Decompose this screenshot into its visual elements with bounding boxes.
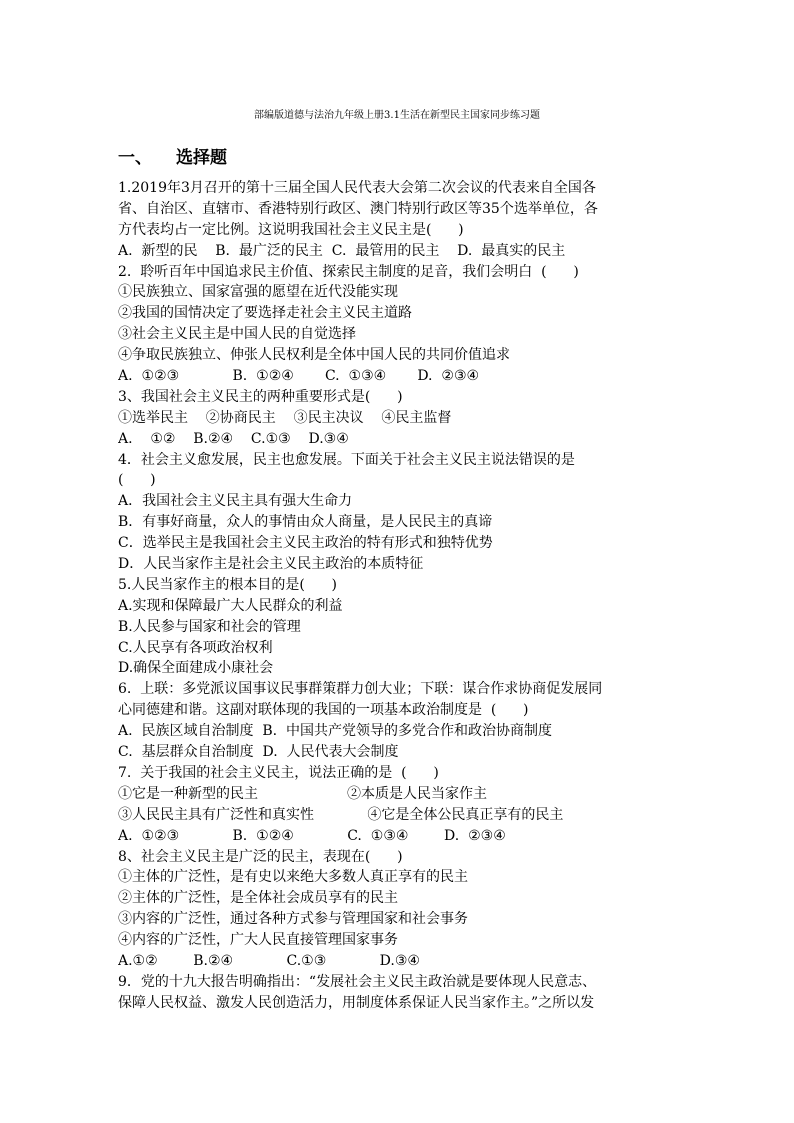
text-line: C. 基层群众自治制度 D. 人民代表大会制度 [118, 744, 399, 761]
text-line: ③内容的广泛性，通过各种方式参与管理国家和社会事务 [118, 911, 468, 928]
text-line: ①选举民主 ②协商民主 ③民主决议 ④民主监督 [118, 409, 452, 426]
text-line: C．选举民主是我国社会主义民主政治的特有形式和独特优势 [118, 535, 493, 552]
text-line: ①它是一种新型的民主 ②本质是人民当家作主 [118, 785, 488, 802]
text-line: 2. 聆听百年中国追求民主价值、探索民主制度的足音，我们会明白 ( ) [118, 263, 579, 280]
text-line: A. 民族区域自治制度 B. 中国共产党领导的多党合作和政治协商制度 [118, 723, 552, 740]
text-line: ①民族独立、国家富强的愿望在近代没能实现 [118, 284, 398, 301]
text-line: D.确保全面建成小康社会 [118, 660, 274, 677]
text-line: 1.2019年3月召开的第十三届全国人民代表大会第二次会议的代表来自全国各 [118, 180, 596, 196]
text-line: ③人民民主具有广泛性和真实性 ④它是全体公民真正享有的民主 [118, 806, 564, 823]
text-line: 7. 关于我国的社会主义民主，说法正确的是 ( ) [118, 764, 439, 781]
text-line: ③社会主义民主是中国人民的自觉选择 [118, 326, 356, 343]
text-line: A.①② B.②④ C.①③ D.③④ [118, 952, 420, 969]
text-line: A. 新型的民 B. 最广泛的民主 C. 最管用的民主 D. 最真实的民主 [118, 242, 566, 259]
text-line: 9．党的十九大报告明确指出：“发展社会主义民主政治就是要体现人民意志、 [118, 973, 597, 990]
question-list [118, 178, 678, 1014]
text-line: A. ①② B.②④ C.①③ D.③④ [118, 430, 349, 447]
text-line: 方代表均占一定比例。这说明我国社会主义民主是( ) [118, 221, 464, 238]
text-line: 6. 上联：多党派议国事议民事群策群力创大业；下联：谋合作求协商促发展同 [118, 681, 603, 698]
text-line: 4．社会主义愈发展，民主也愈发展。下面关于社会主义民主说法错误的是 [118, 451, 575, 468]
text-line: 心同德建和谐。这副对联体现的我国的一项基本政治制度是 ( ) [118, 702, 529, 719]
text-line: C.人民享有各项政治权利 [118, 639, 273, 656]
text-line: B.人民参与国家和社会的管理 [118, 618, 301, 635]
text-line: 保障人民权益、激发人民创造活力，用制度体系保证人民当家作主。”之所以发 [118, 994, 595, 1011]
text-line: ( ) [118, 472, 156, 489]
text-line: A. ①②③ B. ①②④ C. ①③④ D. ②③④ [118, 368, 480, 385]
text-line: D．人民当家作主是社会主义民主政治的本质特征 [118, 556, 424, 573]
document-title: 部编版道德与法治九年级上册3.1生活在新型民主国家同步练习题 [254, 110, 540, 121]
text-line: B．有事好商量，众人的事情由众人商量，是人民民主的真谛 [118, 514, 493, 531]
text-line: A．我国社会主义民主具有强大生命力 [118, 493, 353, 510]
text-line: ②主体的广泛性，是全体社会成员享有的民主 [118, 890, 398, 907]
text-line: ②我国的国情决定了要选择走社会主义民主道路 [118, 305, 412, 322]
text-line: A. ①②③ B. ①②④ C. ①③④ D. ②③④ [118, 827, 506, 844]
text-line: ④内容的广泛性，广大人民直接管理国家事务 [118, 932, 398, 949]
section-label: 选择题 [176, 148, 227, 168]
text-line: 省、自治区、直辖市、香港特别行政区、澳门特别行政区等35个选举单位，各 [118, 200, 598, 217]
text-line: A.实现和保障最广大人民群众的利益 [118, 597, 343, 614]
text-line: 8、社会主义民主是广泛的民主，表现在( ) [118, 848, 403, 865]
section-heading [118, 146, 227, 170]
text-line: ④争取民族独立、伸张人民权利是全体中国人民的共同价值追求 [118, 347, 510, 364]
text-line: 5.人民当家作主的根本目的是( ) [118, 576, 337, 593]
section-number: 一、 [118, 148, 152, 168]
text-line: ①主体的广泛性，是有史以来绝大多数人真正享有的民主 [118, 869, 468, 886]
text-line: 3、我国社会主义民主的两种重要形式是( ) [118, 388, 403, 405]
